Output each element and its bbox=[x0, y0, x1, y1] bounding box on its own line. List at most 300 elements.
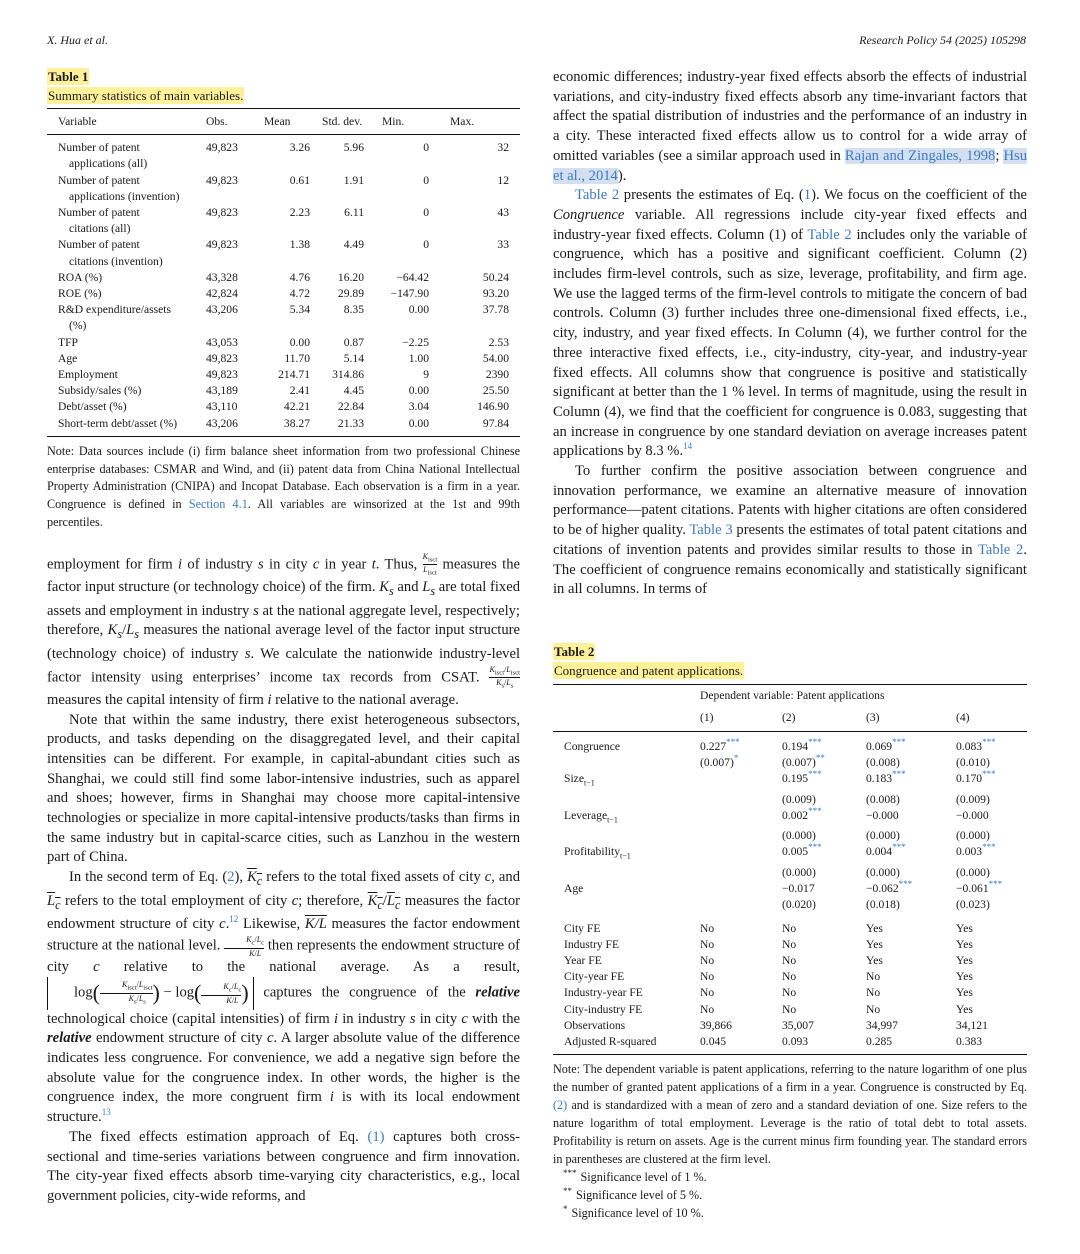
cell-obs: 43,328 bbox=[206, 270, 238, 284]
text: presents the estimates of total patent citations and citations of invention patents and provides similar results to those in bbox=[553, 522, 1027, 558]
significance-stars: *** bbox=[726, 737, 740, 748]
table2-label: Table 2 bbox=[554, 643, 595, 659]
significance-stars: *** bbox=[982, 769, 996, 780]
cell-max: 32 bbox=[497, 141, 509, 155]
cell-sd: 4.45 bbox=[343, 384, 364, 398]
cell-min: −2.25 bbox=[402, 335, 429, 349]
fe-row bbox=[553, 953, 1027, 969]
std-error: (0.020) bbox=[782, 897, 816, 911]
text: at the national aggregate level, respectively; therefore, bbox=[47, 602, 520, 639]
std-error: (0.008) bbox=[866, 756, 900, 770]
variable-name bbox=[47, 416, 206, 437]
se-row bbox=[553, 792, 1027, 808]
std-error: (0.023) bbox=[956, 897, 990, 911]
sym: L bbox=[422, 579, 431, 596]
coef-value: 0.183 bbox=[866, 772, 893, 786]
coef-cell bbox=[956, 808, 1027, 828]
regressor-label: Leverage bbox=[564, 808, 608, 822]
fe-row bbox=[553, 969, 1027, 985]
text: in industry bbox=[338, 1010, 410, 1027]
coef-row bbox=[553, 881, 1027, 897]
sym: isct bbox=[427, 570, 437, 578]
text: captures the congruence of the bbox=[253, 984, 476, 1001]
coef-value: 0.005 bbox=[782, 845, 809, 859]
cell-max: 37.78 bbox=[482, 303, 509, 317]
coef-cell bbox=[866, 844, 956, 864]
lag-subscript: t−1 bbox=[607, 815, 618, 825]
fe-value: Yes bbox=[956, 986, 973, 1000]
fe-value: No bbox=[782, 1002, 797, 1016]
col-header-mean: Mean bbox=[264, 109, 322, 135]
sym: log bbox=[175, 984, 195, 1001]
variable-line: Employment bbox=[58, 368, 118, 382]
significance-stars: *** bbox=[988, 879, 1003, 889]
equation-link[interactable]: 1 bbox=[803, 187, 812, 204]
fe-value: 0.045 bbox=[700, 1034, 782, 1055]
sym: K bbox=[107, 622, 118, 639]
cell-obs: 42,824 bbox=[206, 287, 238, 301]
cell-sd: 0.87 bbox=[343, 335, 364, 349]
table-row bbox=[47, 205, 520, 237]
table2-dep-row bbox=[553, 684, 1027, 707]
table1-note bbox=[47, 443, 520, 532]
se-cell bbox=[700, 897, 782, 913]
footnote-link[interactable]: 14 bbox=[683, 441, 693, 452]
cell-mean: 42.21 bbox=[283, 400, 310, 414]
significance-item bbox=[553, 1204, 1027, 1222]
cell-mean: 4.72 bbox=[289, 287, 310, 301]
coef-row bbox=[553, 771, 1027, 791]
col-header-obs: Obs. bbox=[206, 109, 264, 135]
equation-link[interactable]: (1) bbox=[367, 1128, 385, 1145]
coef-value: −0.017 bbox=[782, 881, 815, 895]
footnote-link[interactable]: 12 bbox=[229, 914, 239, 925]
coef-cell bbox=[782, 808, 866, 828]
cell-min: 0 bbox=[423, 206, 429, 220]
text: captures both cross-sectional and time-series variations between congruence and firm innovation. The city-year fixed effects absorb time-varying city characteristics, e.g., local government policies, city-wide reforms, and bbox=[47, 1128, 520, 1204]
regressor-label: Size bbox=[564, 772, 584, 786]
significance-stars: *** bbox=[892, 769, 906, 780]
text: employment for firm bbox=[47, 556, 179, 573]
sym: s bbox=[388, 583, 394, 598]
cell-sd: 5.14 bbox=[343, 351, 364, 365]
text: In the second term of Eq. ( bbox=[69, 869, 228, 886]
fe-name: City FE bbox=[564, 922, 601, 936]
cell-sd: 4.49 bbox=[343, 238, 364, 252]
blank-cell bbox=[553, 828, 700, 844]
se-cell bbox=[782, 865, 866, 881]
coef-cell bbox=[782, 771, 866, 791]
table2-title: Congruence and patent applications. bbox=[554, 662, 744, 678]
coef-cell bbox=[782, 732, 866, 756]
cell-mean: 4.76 bbox=[289, 270, 310, 284]
cell-sd: 314.86 bbox=[332, 368, 364, 382]
text: ). bbox=[617, 167, 627, 184]
text: , and bbox=[491, 869, 520, 886]
table-row bbox=[47, 416, 520, 437]
cell-max: 2.53 bbox=[488, 335, 509, 349]
sym: c bbox=[484, 869, 492, 886]
table-row bbox=[47, 351, 520, 367]
cell-max: 146.90 bbox=[477, 400, 509, 414]
fe-name: City-year FE bbox=[564, 970, 625, 984]
cell-mean: 38.27 bbox=[283, 416, 310, 430]
fe-value: 39,866 bbox=[700, 1018, 732, 1032]
text: in city bbox=[415, 1010, 462, 1027]
regressor-label: Profitability bbox=[564, 845, 621, 859]
coef-value: −0.061 bbox=[956, 881, 989, 895]
table-row bbox=[47, 335, 520, 351]
sym: s bbox=[117, 627, 123, 642]
std-error: (0.000) bbox=[866, 865, 900, 879]
coef-value: 0.083 bbox=[956, 740, 983, 754]
std-error: (0.009) bbox=[956, 792, 990, 806]
variable-name bbox=[47, 302, 206, 334]
significance-stars: *** bbox=[892, 737, 906, 748]
section-link[interactable]: Section 4.1 bbox=[188, 497, 248, 512]
text: in year bbox=[319, 556, 372, 573]
coef-row bbox=[553, 808, 1027, 828]
significance-stars: *** bbox=[808, 806, 822, 816]
sym: log bbox=[74, 984, 93, 1001]
variable-line: Age bbox=[58, 351, 78, 365]
variable-name bbox=[47, 335, 206, 351]
fe-row bbox=[553, 913, 1027, 937]
cell-max: 97.84 bbox=[482, 416, 509, 430]
text: To further confirm the positive association between congruence and innovation performance, we examine an alternative measure of innovation performance—patent citations. Patents with higher citations are often considered to be of higher quality. bbox=[553, 463, 1027, 539]
cell-obs: 43,189 bbox=[206, 384, 238, 398]
std-error: (0.018) bbox=[866, 897, 900, 911]
se-cell bbox=[700, 865, 782, 881]
fe-value: No bbox=[700, 922, 715, 936]
coef-value: 0.069 bbox=[866, 740, 893, 754]
sym: s bbox=[244, 645, 251, 662]
variable-line: Subsidy/sales (%) bbox=[58, 384, 142, 398]
cell-mean: 2.23 bbox=[289, 206, 310, 220]
table-row bbox=[47, 286, 520, 302]
coef-row bbox=[553, 732, 1027, 756]
coef-cell bbox=[866, 808, 956, 828]
cell-obs: 49,823 bbox=[206, 368, 238, 382]
cell-mean: 3.26 bbox=[289, 141, 310, 155]
variable-line-cont: citations (invention) bbox=[69, 254, 163, 268]
text: refers to the total fixed assets of city bbox=[262, 869, 485, 886]
text: economic differences; industry-year fixed effects absorb the effects of industrial variations, and city-industry fixed effects absorb any time-invariant factors that affect the spatial distribution of industries and the performance of an industry in a city. These interacted fixed effects allow us to control for a wide array of omitted variables (see a similar approach used in bbox=[553, 69, 1027, 164]
variable-line: Short-term debt/asset (%) bbox=[58, 416, 178, 430]
sym: and bbox=[393, 579, 423, 596]
variable-line-cont: (%) bbox=[69, 319, 87, 333]
blank-cell bbox=[553, 897, 700, 913]
regressor-name bbox=[553, 881, 700, 897]
table-row bbox=[47, 383, 520, 399]
se-cell bbox=[700, 755, 782, 771]
se-cell bbox=[866, 828, 956, 844]
table-row bbox=[47, 302, 520, 334]
significance-stars: *** bbox=[892, 842, 906, 853]
fe-value: No bbox=[782, 970, 797, 984]
table-row bbox=[47, 173, 520, 205]
fe-row bbox=[553, 937, 1027, 953]
variable-line: Number of patent bbox=[58, 206, 140, 220]
text: variable. All regressions include city-year fixed effects and industry-year fixed effects. Column (1) of bbox=[553, 206, 1027, 243]
sig-text: Significance level of 1 %. bbox=[580, 1169, 707, 1184]
footnote-link[interactable]: 13 bbox=[101, 1107, 111, 1118]
fe-value: No bbox=[782, 922, 797, 936]
sym: c bbox=[256, 874, 263, 889]
coef-cell bbox=[866, 881, 956, 897]
coef-cell bbox=[700, 881, 782, 897]
right-column bbox=[553, 68, 1027, 1222]
col-header-min: Min. bbox=[382, 109, 450, 135]
sym: c bbox=[312, 556, 320, 573]
cell-min: 3.04 bbox=[408, 400, 429, 414]
lag-subscript: t−1 bbox=[620, 851, 631, 861]
significance-stars: *** bbox=[808, 842, 822, 853]
left-body-text bbox=[47, 552, 520, 1207]
significance-legend bbox=[553, 1168, 1027, 1222]
text: refers to the total employment of city bbox=[60, 892, 292, 909]
cell-max: 50.24 bbox=[482, 270, 509, 284]
sym: c bbox=[461, 1010, 468, 1027]
fe-value: No bbox=[700, 986, 715, 1000]
cell-obs: 49,823 bbox=[206, 351, 238, 365]
equation-link[interactable]: (2) bbox=[553, 1097, 568, 1112]
sym: s bbox=[430, 583, 436, 598]
cell-min: −147.90 bbox=[390, 287, 429, 301]
cell-sd: 8.35 bbox=[343, 303, 364, 317]
sig-text: Significance level of 10 %. bbox=[571, 1205, 704, 1220]
text: of industry bbox=[182, 556, 259, 573]
fe-value: 34,121 bbox=[956, 1018, 988, 1032]
variable-line: TFP bbox=[58, 335, 78, 349]
se-cell bbox=[782, 792, 866, 808]
table-link[interactable]: Table 2 bbox=[575, 187, 620, 204]
fe-value: Yes bbox=[956, 970, 973, 984]
fe-name: Year FE bbox=[564, 954, 602, 968]
fe-row bbox=[553, 1018, 1027, 1034]
table1-header-row bbox=[47, 109, 520, 135]
text: presents the estimates of Eq. ( bbox=[619, 187, 804, 204]
coef-value: 0.195 bbox=[782, 772, 809, 786]
text: ; bbox=[995, 147, 1004, 164]
variable-line-cont: applications (all) bbox=[69, 157, 148, 171]
fe-name: Observations bbox=[564, 1018, 626, 1032]
table-link[interactable]: Table 2 bbox=[807, 226, 852, 243]
text: measures the factor endowment structure at the national level. bbox=[47, 916, 520, 954]
fe-value: Yes bbox=[956, 1002, 973, 1016]
sym: c bbox=[219, 916, 226, 933]
blank-cell bbox=[553, 707, 700, 732]
regression-table bbox=[553, 684, 1027, 1055]
sig-text: Significance level of 5 %. bbox=[576, 1187, 703, 1202]
std-error: (0.000) bbox=[866, 829, 900, 843]
running-header-authors: X. Hua et al. bbox=[47, 33, 108, 47]
sym: i bbox=[267, 691, 272, 708]
se-cell bbox=[782, 828, 866, 844]
text: measures the national average level of the factor input structure (technology choice) of industry bbox=[47, 622, 520, 662]
text: ; therefore, bbox=[298, 892, 368, 909]
sym: K bbox=[247, 869, 257, 886]
text: relative bbox=[47, 1030, 92, 1047]
cell-min: 0.00 bbox=[408, 384, 429, 398]
text: includes only the variable of congruence, which has a positive and significant coefficient. Column (2) includes firm-level controls, such as size, leverage, profitability, and firm age. We use the lagged terms of the firm-level controls to mitigate the concern of bad controls. Column (3) further includes three one-dimensional fixed effects, i.e., city, industry, and year fixed effects. In Column (4), we further control for the three interactive fixed effects, i.e., city-industry, city-year, and industry-year fixed effects. All columns show that congruence is positive and statistically significant at better than the 1 % level. In terms of magnitude, using the result in Column (4), we find that the coefficient for congruence is 0.083, suggesting that an increase in congruence by one standard deviation on average increases patent applications by 8.3 %. bbox=[553, 226, 1027, 460]
significance-item bbox=[553, 1168, 1027, 1186]
sym: s bbox=[409, 1010, 416, 1027]
cell-obs: 49,823 bbox=[206, 141, 238, 155]
variable-line-cont: applications (invention) bbox=[69, 189, 180, 203]
fe-row bbox=[553, 1002, 1027, 1018]
cell-max: 93.20 bbox=[482, 287, 509, 301]
congruence-formula: log( $\frac{K_{isct}/L_{isct}}{K_s/L_s}$ ) − log( $\frac{K_c/L_c}{K/L}$ ) bbox=[47, 977, 254, 1009]
significance-stars: * bbox=[733, 753, 739, 764]
table-row bbox=[47, 237, 520, 269]
std-error: (0.000) bbox=[956, 865, 990, 879]
fe-value: No bbox=[782, 986, 797, 1000]
text: and is standardized with a mean of zero and a standard deviation of one. Size refers to the nature logarithm of total employment. Leverage is the ratio of total debt to total assets. Profitability is return on assets. Age is the current minus firm founding year. The standard errors in parentheses are clustered at the firm level. bbox=[553, 1097, 1027, 1166]
table1-body bbox=[47, 135, 520, 437]
sig-stars: * bbox=[563, 1203, 568, 1214]
se-row bbox=[553, 828, 1027, 844]
cell-mean: 11.70 bbox=[284, 351, 310, 365]
cell-mean: 0.00 bbox=[289, 335, 310, 349]
table-link[interactable]: Table 2 bbox=[978, 541, 1024, 558]
sym: isct bbox=[427, 556, 438, 564]
sym: s bbox=[258, 556, 264, 573]
coef-value: 0.194 bbox=[782, 740, 809, 754]
fe-value: 35,007 bbox=[782, 1018, 814, 1032]
paragraph bbox=[553, 68, 1027, 186]
std-error: (0.000) bbox=[956, 829, 990, 843]
variable-name bbox=[47, 237, 206, 269]
sym: L bbox=[47, 892, 56, 909]
fe-name: Industry FE bbox=[564, 938, 620, 952]
coef-cell bbox=[866, 771, 956, 791]
variable-line: R&D expenditure/assets bbox=[58, 303, 172, 317]
cell-sd: 22.84 bbox=[337, 400, 364, 414]
sym: K/L bbox=[304, 916, 327, 933]
summary-statistics-table bbox=[47, 108, 520, 437]
table1-title: Summary statistics of main variables. bbox=[48, 88, 244, 103]
fe-value: Yes bbox=[956, 938, 973, 952]
cell-sd: 1.91 bbox=[343, 173, 364, 187]
variable-name bbox=[47, 135, 206, 173]
coef-cell bbox=[700, 732, 782, 756]
sym: t bbox=[371, 556, 376, 573]
table1-note-end: . All variables are winsorized at the 1st and 99th percentiles. bbox=[47, 497, 520, 530]
cell-mean: 5.34 bbox=[289, 303, 310, 317]
fe-value: Yes bbox=[956, 954, 973, 968]
fe-value: No bbox=[700, 1002, 715, 1016]
table2-caption bbox=[553, 643, 1027, 680]
table-link[interactable]: Table 3 bbox=[689, 522, 733, 539]
cell-obs: 43,206 bbox=[206, 303, 238, 317]
coef-value: 0.170 bbox=[956, 772, 983, 786]
significance-item bbox=[553, 1186, 1027, 1204]
fe-value: Yes bbox=[866, 938, 883, 952]
cell-sd: 6.11 bbox=[344, 206, 364, 220]
variable-name bbox=[47, 173, 206, 205]
coef-value: 0.227 bbox=[700, 740, 727, 754]
cell-sd: 21.33 bbox=[337, 416, 364, 430]
fraction-k-over-l bbox=[423, 552, 438, 578]
col-header-max: Max. bbox=[450, 109, 520, 135]
fe-name: Adjusted R-squared bbox=[553, 1034, 700, 1055]
paragraph: Note that within the same industry, there exist heterogeneous subsectors, products, and tasks depending on the disaggregated level, and their capital intensities can be different. For example, in capital-abundant cities such as Shanghai, we could still find some labor-intensive industries, such as apparel and shoes; however, firms in Shanghai may choose more capital-intensive technologies or specialize in more capital-intensive products/tasks than firms in the same industry but in capital-scarce cities, such as Lanzhou in the western part of China. bbox=[47, 711, 520, 866]
equation-link[interactable]: 2 bbox=[227, 869, 235, 886]
fe-row bbox=[553, 985, 1027, 1001]
text: . The coefficient of congruence remains economically and statistically significant in all columns. In terms of bbox=[553, 541, 1027, 598]
sym: c bbox=[55, 897, 61, 912]
text: relative bbox=[475, 984, 520, 1001]
std-error: (0.008) bbox=[866, 792, 900, 806]
paragraph: employment for firm i of industry s in city c in year t. Thus, $\frac{K_{isct}}{L_{isct}}$ measures the factor input structure (or technology choice) of the firm. $K_s$ and $L_s$ are total fixed assets and employment in industry s at the national aggregate level, respectively; therefore, $K_s/L_s$ measures the national average level of the factor input structure (technology choice) of industry s. We calculate the nationwide industry-level factor intensity using enterprises’ income tax records from CSAT. $\frac{K_{isct}/L_{isct}}{K_s/L_s}$ measures the capital intensity of firm i relative to the national average. bbox=[47, 551, 521, 708]
running-header-journal: Research Policy 54 (2025) 105298 bbox=[859, 33, 1026, 47]
coef-cell bbox=[956, 881, 1027, 897]
regressor-label: Age bbox=[564, 881, 584, 895]
coef-value: −0.000 bbox=[866, 808, 899, 822]
std-error: (0.000) bbox=[782, 865, 816, 879]
text: measures the capital intensity of firm bbox=[47, 691, 268, 708]
se-cell bbox=[866, 755, 956, 771]
coef-value: −0.062 bbox=[866, 881, 899, 895]
fe-value: No bbox=[866, 986, 881, 1000]
cell-min: 0 bbox=[423, 173, 429, 187]
text: Congruence bbox=[553, 206, 625, 223]
table2-col-row bbox=[553, 707, 1027, 732]
fe-value: Yes bbox=[866, 922, 883, 936]
table2-body bbox=[553, 684, 1027, 1054]
coef-value: 0.002 bbox=[782, 808, 809, 822]
blank-cell bbox=[553, 755, 700, 771]
text: . Thus, bbox=[375, 556, 423, 573]
coef-value: −0.000 bbox=[956, 808, 989, 822]
sym: i bbox=[329, 1089, 334, 1106]
citation-link[interactable]: Hsu et al., 2014 bbox=[553, 147, 1027, 184]
sym: s bbox=[253, 602, 259, 619]
se-cell bbox=[700, 792, 782, 808]
fe-value: Yes bbox=[866, 954, 883, 968]
significance-stars: *** bbox=[982, 842, 996, 853]
cell-obs: 49,823 bbox=[206, 238, 238, 252]
std-error: (0.000) bbox=[782, 829, 816, 843]
significance-stars: *** bbox=[898, 879, 913, 889]
sym: s bbox=[134, 627, 140, 642]
regressor-name bbox=[553, 771, 700, 791]
table-row bbox=[47, 135, 520, 173]
right-body-text bbox=[553, 68, 1027, 600]
table-row bbox=[47, 399, 520, 415]
regressor-label: Congruence bbox=[564, 740, 621, 754]
coef-value: 0.004 bbox=[866, 845, 893, 859]
text: Likewise, bbox=[238, 916, 305, 933]
sig-stars: ** bbox=[563, 1185, 572, 1196]
sym: L bbox=[423, 565, 428, 575]
text: measures the factor input structure (or technology choice) of the firm. bbox=[47, 556, 520, 596]
text: in city bbox=[263, 556, 313, 573]
se-cell bbox=[782, 897, 866, 913]
variable-name bbox=[47, 367, 206, 383]
paragraph bbox=[553, 186, 1027, 462]
cell-max: 43 bbox=[497, 206, 509, 220]
std-error: (0.007) bbox=[700, 756, 734, 770]
cell-min: 1.00 bbox=[408, 351, 429, 365]
se-row bbox=[553, 755, 1027, 771]
citation-link[interactable]: Rajan and Zingales, 1998 bbox=[844, 147, 996, 164]
text: endowment structure of city bbox=[91, 1030, 267, 1047]
fe-row bbox=[553, 1034, 1027, 1055]
se-cell bbox=[956, 897, 1027, 913]
lag-subscript: t−1 bbox=[583, 778, 595, 788]
